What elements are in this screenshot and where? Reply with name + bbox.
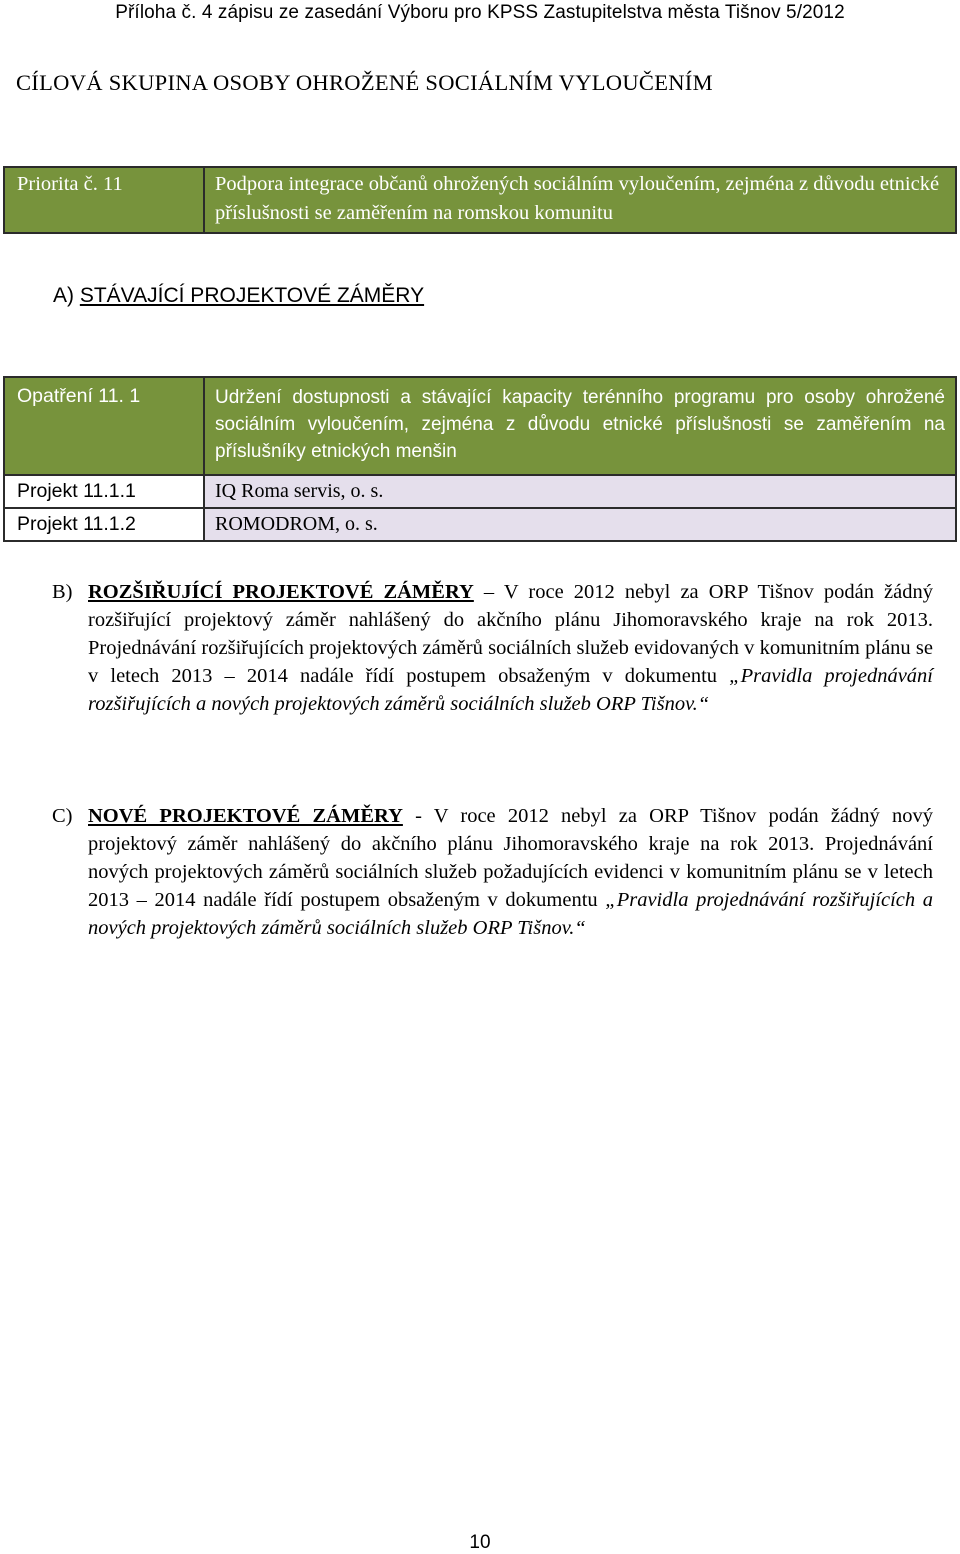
section-b-letter: B) [52, 581, 73, 603]
section-b-quote: „Pravidla projednávání rozšiřujících a nových projektových záměrů sociálních služeb ORP Tišnov.“ [88, 665, 933, 715]
measure-label: Opatření 11. 1 [4, 377, 204, 475]
project-label: Projekt 11.1.1 [4, 475, 204, 508]
section-c-quote: „Pravidla projednávání rozšiřujících a nových projektových záměrů sociálních služeb ORP Tišnov.“ [88, 889, 934, 939]
page-number: 10 [469, 1532, 491, 1553]
section-b-body [88, 578, 933, 718]
section-c-letter: C) [52, 805, 73, 827]
section-b-title: ROZŠIŘUJÍCÍ PROJEKTOVÉ ZÁMĚRY [88, 581, 474, 603]
project-name: ROMODROM, o. s. [204, 508, 956, 541]
priority-label: Priorita č. 11 [4, 167, 204, 233]
section-a-title: STÁVAJÍCÍ PROJEKTOVÉ ZÁMĚRY [79, 284, 425, 307]
project-name: IQ Roma servis, o. s. [204, 475, 956, 508]
priority-text: Podpora integrace občanů ohrožených sociálním vyloučením, zejména z důvodu etnické příslušnosti se zaměřením na romskou komunitu [204, 167, 956, 233]
section-c-body [88, 802, 933, 942]
section-a-heading [53, 284, 424, 308]
section-c-text: - V roce 2012 nebyl za ORP Tišnov podán žádný nový projektový záměr nahlášený do akčního plánu Jihomoravského kraje na rok 2013. Projednávání nových projektových záměrů sociálních služeb požadujících evidenci v komunitním plánu se v letech 2013 – 2014 nadále řídí postupem obsaženým v dokumentu [88, 805, 933, 911]
priority-table [3, 166, 957, 234]
section-b-text: – V roce 2012 nebyl za ORP Tišnov podán žádný rozšiřující projektový záměr nahlášený do akčního plánu Jihomoravského kraje na rok 2013. Projednávání rozšiřujících projektových záměrů sociálních služeb evidovaných v komunitním plánu se v letech 2013 – 2014 nadále řídí postupem obsaženým v dokumentu [88, 581, 933, 687]
project-label: Projekt 11.1.2 [4, 508, 204, 541]
section-b [52, 578, 933, 718]
section-c [52, 802, 933, 942]
measure-text: Udržení dostupnosti a stávající kapacity terénního programu pro osoby ohrožené sociálním vyloučením, zejména z důvodu etnické příslušnosti se zaměřením na příslušníky etnických menšin [204, 377, 956, 475]
section-a-letter: A) [53, 284, 74, 307]
section-c-title: NOVÉ PROJEKTOVÉ ZÁMĚRY [88, 805, 403, 827]
document-header: Příloha č. 4 zápisu ze zasedání Výboru pro KPSS Zastupitelstva města Tišnov 5/2012 [115, 2, 845, 23]
measure-table [3, 376, 957, 542]
page-title: CÍLOVÁ SKUPINA OSOBY OHROŽENÉ SOCIÁLNÍM VYLOUČENÍM [16, 70, 713, 95]
